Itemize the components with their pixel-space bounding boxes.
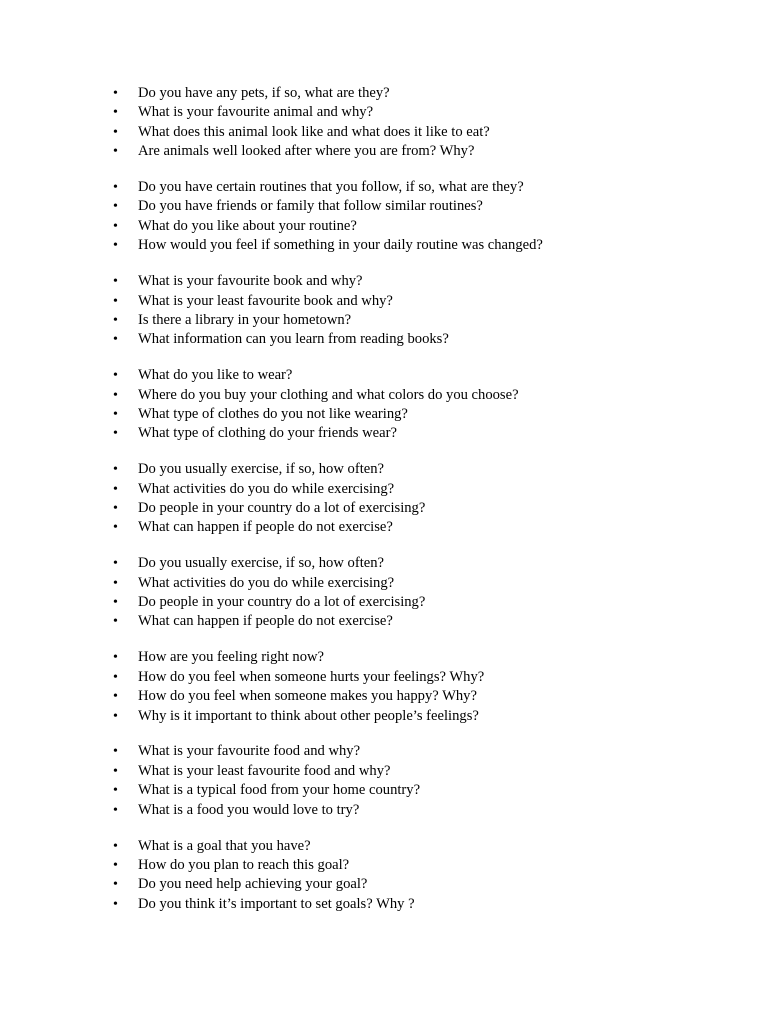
question-group-exercise (0, 460, 768, 538)
question-group-food (0, 742, 768, 820)
bullet-icon: • (113, 614, 118, 630)
list-item (0, 875, 768, 894)
list-item (0, 499, 768, 518)
list-item (0, 84, 768, 103)
list-item (0, 292, 768, 311)
question-text: Do you usually exercise, if so, how often? (138, 461, 385, 478)
bullet-icon: • (113, 877, 118, 893)
bullet-icon: • (113, 595, 118, 611)
question-text: Do people in your country do a lot of exercising? (138, 594, 426, 611)
question-text: What type of clothes do you not like wearing? (138, 405, 408, 422)
list-item (0, 518, 768, 537)
list-item (0, 707, 768, 726)
bullet-icon: • (113, 387, 118, 403)
bullet-icon: • (113, 144, 118, 160)
bullet-icon: • (113, 312, 118, 328)
question-group-goals (0, 837, 768, 915)
question-text: How do you plan to reach this goal? (138, 856, 350, 873)
question-group-books (0, 272, 768, 350)
question-text: What do you like to wear? (138, 367, 293, 384)
question-text: Do you usually exercise, if so, how often? (138, 555, 385, 572)
bullet-icon: • (113, 857, 118, 873)
list-item (0, 405, 768, 424)
question-text: What is a food you would love to try? (138, 801, 360, 818)
bullet-icon: • (113, 783, 118, 799)
list-item (0, 837, 768, 856)
bullet-icon: • (113, 708, 118, 724)
bullet-icon: • (113, 332, 118, 348)
list-item (0, 178, 768, 197)
question-group-feelings (0, 648, 768, 726)
question-text: Do people in your country do a lot of exercising? (138, 500, 426, 517)
question-text: What is a goal that you have? (138, 837, 311, 854)
bullet-icon: • (113, 368, 118, 384)
list-item (0, 197, 768, 216)
bullet-icon: • (113, 180, 118, 196)
bullet-icon: • (113, 520, 118, 536)
list-item (0, 480, 768, 499)
bullet-icon: • (113, 274, 118, 290)
list-item (0, 574, 768, 593)
list-item (0, 801, 768, 820)
list-item (0, 272, 768, 291)
question-text: What do you like about your routine? (138, 217, 357, 234)
list-item (0, 123, 768, 142)
question-text: What is your least favourite food and why? (138, 762, 391, 779)
question-text: Are animals well looked after where you are from? Why? (138, 143, 475, 160)
question-text: Do you think it’s important to set goals? Why ? (138, 895, 415, 912)
list-item (0, 366, 768, 385)
bullet-icon: • (113, 802, 118, 818)
question-text: Why is it important to think about other people’s feelings? (138, 707, 479, 724)
list-item (0, 687, 768, 706)
question-text: Do you have any pets, if so, what are they? (138, 85, 390, 101)
bullet-icon: • (113, 501, 118, 517)
bullet-icon: • (113, 669, 118, 685)
question-text: How do you feel when someone makes you happy? Why? (138, 688, 477, 705)
bullet-icon: • (113, 556, 118, 572)
bullet-icon: • (113, 199, 118, 215)
question-text: What information can you learn from reading books? (138, 331, 449, 348)
question-text: What is your favourite food and why? (138, 743, 361, 760)
question-text: How are you feeling right now? (138, 649, 325, 666)
list-item (0, 217, 768, 236)
question-group-routines (0, 178, 768, 256)
bullet-icon: • (113, 293, 118, 309)
question-text: What is a typical food from your home country? (138, 782, 421, 799)
list-item (0, 424, 768, 443)
question-text: Where do you buy your clothing and what colors do you choose? (138, 386, 519, 403)
question-text: What is your favourite animal and why? (138, 104, 374, 121)
question-text: How would you feel if something in your daily routine was changed? (138, 237, 543, 254)
question-text: What can happen if people do not exercise? (138, 519, 393, 536)
bullet-icon: • (113, 105, 118, 121)
question-text: Do you need help achieving your goal? (138, 876, 368, 893)
bullet-icon: • (113, 650, 118, 666)
document-page (0, 84, 768, 931)
question-text: What type of clothing do your friends wear? (138, 425, 397, 442)
list-item (0, 895, 768, 914)
question-text: What activities do you do while exercising? (138, 480, 395, 497)
question-text: What is your favourite book and why? (138, 273, 363, 290)
bullet-icon: • (113, 218, 118, 234)
list-item (0, 593, 768, 612)
list-item (0, 311, 768, 330)
list-item (0, 103, 768, 122)
question-text: Do you have friends or family that follow similar routines? (138, 198, 483, 215)
question-group-exercise-repeat (0, 554, 768, 632)
question-text: What is your least favourite book and why? (138, 292, 393, 309)
list-item (0, 330, 768, 349)
list-item (0, 668, 768, 687)
list-item (0, 460, 768, 479)
bullet-icon: • (113, 462, 118, 478)
bullet-icon: • (113, 689, 118, 705)
list-item (0, 742, 768, 761)
question-group-clothing (0, 366, 768, 444)
list-item (0, 612, 768, 631)
bullet-icon: • (113, 406, 118, 422)
list-item (0, 856, 768, 875)
bullet-icon: • (113, 124, 118, 140)
question-text: What can happen if people do not exercise? (138, 613, 393, 630)
list-item (0, 554, 768, 573)
question-text: What does this animal look like and what does it like to eat? (138, 123, 490, 140)
list-item (0, 142, 768, 161)
bullet-icon: • (113, 426, 118, 442)
bullet-icon: • (113, 838, 118, 854)
bullet-icon: • (113, 763, 118, 779)
list-item (0, 762, 768, 781)
question-text: What activities do you do while exercising? (138, 574, 395, 591)
question-group-pets (0, 84, 768, 162)
list-item (0, 386, 768, 405)
bullet-icon: • (113, 744, 118, 760)
bullet-icon: • (113, 238, 118, 254)
bullet-icon: • (113, 896, 118, 912)
question-text: How do you feel when someone hurts your feelings? Why? (138, 668, 485, 685)
bullet-icon: • (113, 86, 118, 101)
bullet-icon: • (113, 481, 118, 497)
list-item (0, 236, 768, 255)
question-text: Do you have certain routines that you follow, if so, what are they? (138, 179, 524, 196)
question-text: Is there a library in your hometown? (138, 311, 352, 328)
list-item (0, 781, 768, 800)
list-item (0, 648, 768, 667)
bullet-icon: • (113, 575, 118, 591)
